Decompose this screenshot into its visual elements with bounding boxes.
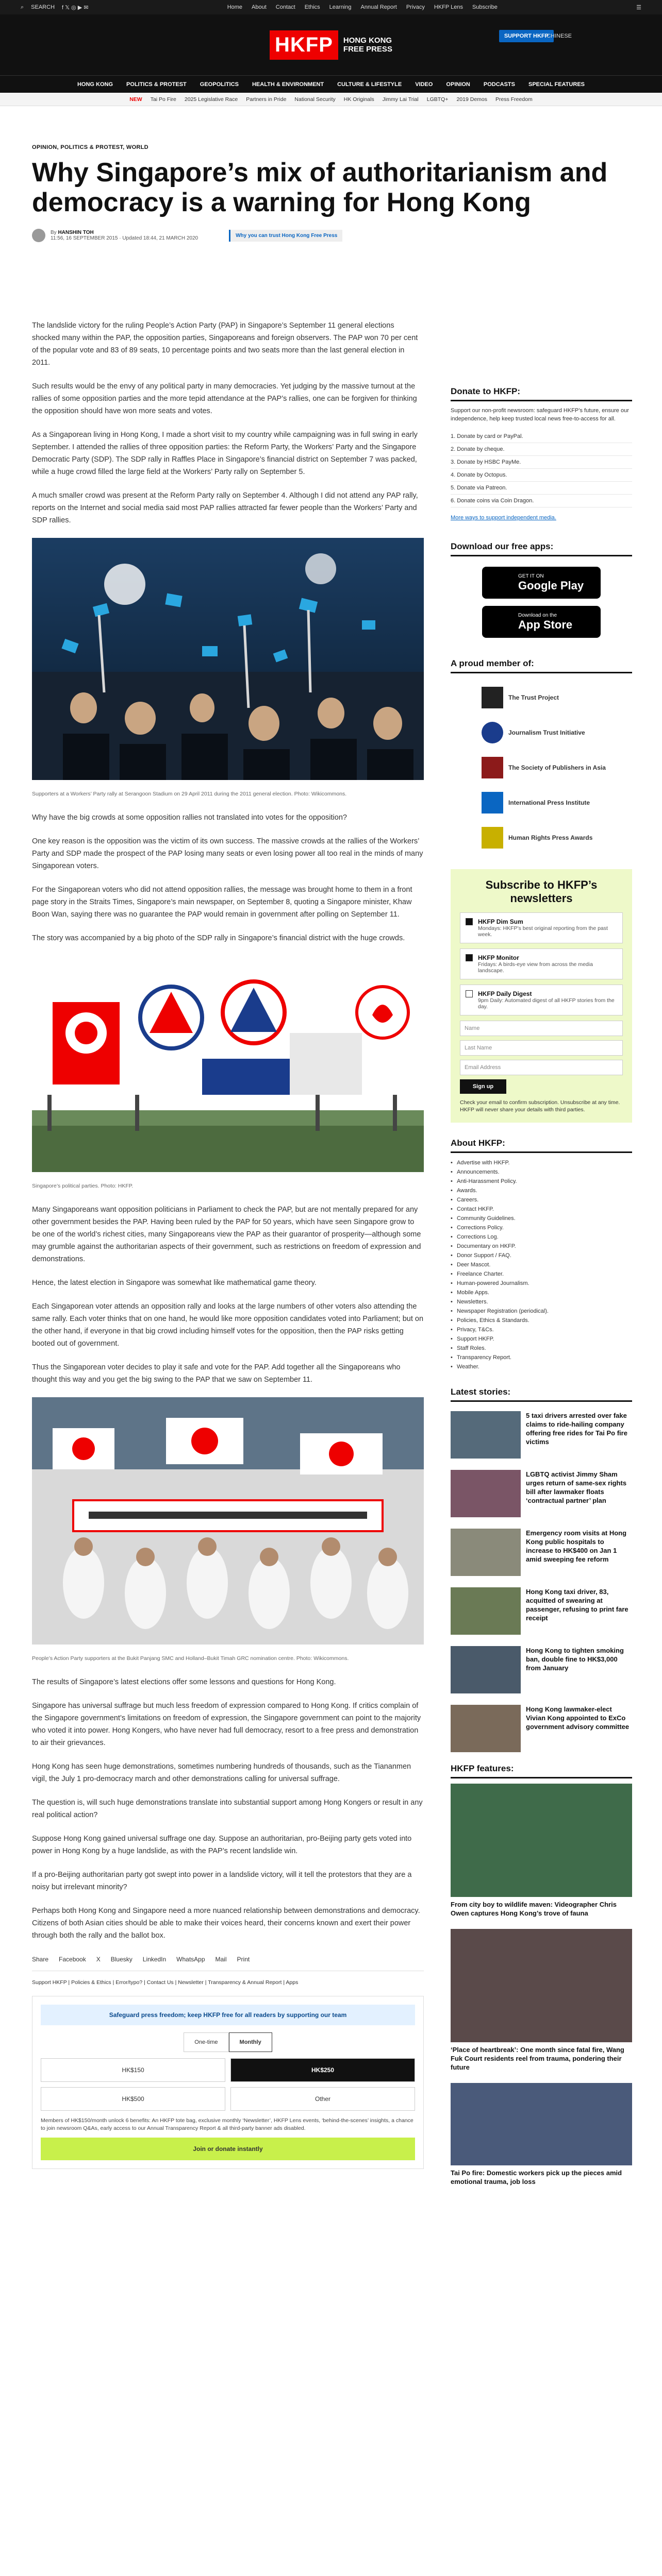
top-nav-item[interactable]: Home [227,4,243,10]
top-nav [227,4,498,10]
trust-link[interactable]: Why you can trust Hong Kong Free Press [229,230,342,242]
about-item[interactable]: • Announcements. [451,1167,632,1177]
checkbox[interactable] [466,918,473,925]
checkbox[interactable] [466,990,473,997]
last-name-input[interactable]: Last Name [460,1040,623,1056]
about-item[interactable]: • Human-powered Journalism. [451,1279,632,1288]
article-body [32,319,424,2169]
about-item[interactable]: • Community Guidelines. [451,1214,632,1223]
top-nav-item[interactable]: Annual Report [360,4,397,10]
article-header [32,144,630,242]
paragraph: Singapore has universal suffrage but much less freedom of expression compared to Hong Kong. If critics complain of the Singapore government’s limitations on freedom of expression, the Singapore government can point to the majority who voted it into power. Hong Kongers, who have never had full democracy, resort to a free press and demonstration to air their grievances. [32,1702,421,1747]
paragraph: The results of Singapore’s latest elections offer some lessons and questions for Hong Kong. [32,1678,336,1686]
supporters-photo [32,1397,424,1649]
ticker-item[interactable]: 2025 Legislative Race [184,96,238,103]
article-category[interactable]: OPINION, POLITICS & PROTEST, WORLD [32,144,148,150]
main-nav-item[interactable]: PODCASTS [483,81,515,88]
paragraph: Perhaps both Hong Kong and Singapore need a more nuanced relationship between demonstrations and democracy. Citizens of both Asian cities should be able to make their voices heard, their concerns known and exert their power through both the rally and the ballot box. [32,1907,420,1940]
donate-item[interactable]: 4. Donate by Octopus. [451,469,632,482]
amount-option[interactable]: Other [230,2087,415,2111]
newsletter-option[interactable]: HKFP Daily Digest 9pm Daily: Automated digest of all HKFP stories from the day. [460,985,623,1015]
store-name: Google Play [518,579,584,592]
store-caption: Download on the [518,612,557,618]
photo-caption: People’s Action Party supporters at the Bukit Panjang SMC and Holland–Bukit Timah GRC nomination centre. Photo: Wikicommons. [32,1655,349,1662]
article-title: Why Singapore’s mix of authoritarianism and democracy is a warning for Hong Kong [32,158,608,217]
ticker-item[interactable]: LGBTQ+ [426,96,449,103]
donate-item[interactable]: 2. Donate by cheque. [451,443,632,456]
main-nav [0,75,662,93]
donate-heading: Donate to HKFP: [451,386,632,401]
about-item[interactable]: • Corrections Policy. [451,1223,632,1232]
main-nav-item[interactable]: POLITICS & PROTEST [126,81,187,88]
member-hrpa[interactable]: Human Rights Press Awards [451,827,632,849]
paragraph: Thus the Singaporean voter decides to play it safe and vote for the PAP. Add together all the Singaporeans who thought this way and you get the big swing to the PAP that we saw on September 11. [32,1363,401,1384]
tab-monthly[interactable]: Monthly [229,2032,272,2052]
about-list [451,1158,632,1371]
store-caption: GET IT ON [518,573,544,579]
donate-item[interactable]: 6. Donate coins via Coin Dragon. [451,495,632,507]
latest-heading: Latest stories: [451,1387,632,1402]
feature-item[interactable]: ‘Place of heartbreak’: One month since fatal fire, Wang Fuk Court residents reel from trauma, pondering their future [451,1929,632,2072]
topic-ticker [0,93,662,106]
google-play-button[interactable] [482,567,601,599]
top-nav-item[interactable]: Privacy [406,4,425,10]
paragraph: Why have the big crowds at some opposition rallies not translated into votes for the opposition? [32,814,347,822]
about-item[interactable]: • Transparency Report. [451,1353,632,1362]
member-sopa[interactable]: The Society of Publishers in Asia [451,757,632,778]
tab-one-time[interactable]: One-time [184,2032,228,2052]
supporters-image [32,1397,424,1645]
story-item[interactable]: LGBTQ activist Jimmy Sham urges return of same-sex rights bill after lawmaker floats ‘contractual partner’ plan [451,1470,632,1517]
share-mail[interactable]: Mail [215,1956,227,1963]
press-banner: Safeguard press freedom; keep HKFP free for all readers by supporting our team [41,2005,415,2025]
member-heading: A proud member of: [451,658,632,673]
latest-stories [451,1407,632,1752]
paragraph: For the Singaporean voters who did not attend opposition rallies, the message was brought home to them in a front page story in the Straits Times, Singapore’s main newspaper, on September 8, quoting a Singapore minister, Khaw Boon Wan, saying there was no guarantee the PAP would remain in government after polling on September 11. [32,886,412,919]
logo-mark: HKFP [270,30,338,60]
publish-date: 11:56, 16 SEPTEMBER 2015 · Updated 18:44, 21 MARCH 2020 [51,235,198,241]
member-trust-project[interactable]: The Trust Project [451,687,632,708]
about-item[interactable]: • Documentary on HKFP. [451,1242,632,1251]
feature-item[interactable]: Tai Po fire: Domestic workers pick up the pieces amid emotional trauma, job loss [451,2083,632,2186]
menu-icon[interactable]: ☰ [636,4,641,11]
about-item[interactable]: • Newsletters. [451,1297,632,1307]
donate-intro[interactable]: Support our non-profit newsroom: safeguard HKFP’s future, ensure our independence, help keep trusted local news free-to-access for all. [451,408,629,422]
donation-amounts [41,2058,415,2111]
about-item[interactable]: • Privacy, T&Cs. [451,1325,632,1334]
share-whatsapp[interactable]: WhatsApp [176,1956,205,1963]
paragraph: Hence, the latest election in Singapore was somewhat like mathematical game theory. [32,1279,317,1287]
ticker-item[interactable]: Partners in Pride [246,96,287,103]
byline: By HANSHIN TOH 11:56, 16 SEPTEMBER 2015 · Updated 18:44, 21 MARCH 2020 Why you can trust Hong Kong Free Press [32,229,630,242]
main-nav-item[interactable]: HONG KONG [77,81,113,88]
amount-option[interactable]: HK$150 [41,2058,225,2082]
about-item[interactable]: • Awards. [451,1186,632,1195]
photo-caption: Supporters at a Workers’ Party rally at Serangoon Stadium on 29 April 2011 during the 2011 general election. Photo: Wikicommons. [32,791,347,797]
about-item[interactable]: • Advertise with HKFP. [451,1158,632,1167]
top-bar [0,0,662,14]
logo-text: HONG KONG FREE PRESS [343,36,392,54]
newsletter-note: Check your email to confirm subscription. Unsubscribe at any time. HKFP will never share your details with third parties. [460,1099,620,1113]
checkbox[interactable] [466,954,473,961]
about-item[interactable]: • Mobile Apps. [451,1288,632,1297]
main-nav-item[interactable]: GEOPOLITICS [200,81,239,88]
main-nav-item[interactable]: SPECIAL FEATURES [528,81,585,88]
share-print[interactable]: Print [237,1956,250,1963]
share-linkedin[interactable]: LinkedIn [142,1956,167,1963]
story-item[interactable]: Hong Kong lawmaker-elect Vivian Kong appointed to ExCo government advisory committee [451,1705,632,1752]
newsletter-option[interactable]: HKFP Dim Sum Mondays: HKFP’s best original reporting from the past week. [460,912,623,943]
top-nav-item[interactable]: Learning [329,4,352,10]
ticker-item[interactable]: 2019 Demos [456,96,488,103]
about-item[interactable]: • Weather. [451,1362,632,1371]
author-name[interactable]: HANSHIN TOH [58,230,94,235]
paragraph: The question is, will such huge demonstrations translate into substantial support among Hong Kongers or result in any real political action? [32,1799,423,1819]
site-header [0,14,662,75]
more-ways-link[interactable]: More ways to support independent media. [451,515,556,521]
newsletter-title: Subscribe to HKFP’s newsletters [485,878,598,905]
ticker-item[interactable]: National Security [294,96,336,103]
donate-item[interactable]: 1. Donate by card or PayPal. [451,430,632,443]
main-nav-item[interactable]: CULTURE & LIFESTYLE [337,81,402,88]
top-nav-item[interactable]: HKFP Lens [434,4,463,10]
share-bar [32,1953,424,1971]
about-item[interactable]: • Anti-Harassment Policy. [451,1177,632,1186]
story-item[interactable]: Emergency room visits at Hong Kong public hospitals to increase to HK$400 on Jan 1 amid sweeping fee reform [451,1529,632,1576]
story-item[interactable]: Hong Kong to tighten smoking ban, double fine to HK$3,000 from January [451,1646,632,1693]
member-benefits: Members of HK$150/month unlock 6 benefits: An HKFP tote bag, exclusive monthly ‘Newsletter’, HKFP Lens events, ‘behind-the-scenes’ insights, a chance to join newsroom Q&As, early access to our Annual Transparency Report & all third-party banner ads disabled. [41,2117,413,2131]
top-nav-item[interactable]: Subscribe [472,4,498,10]
apps-heading: Download our free apps: [451,541,632,556]
party-logos-image [32,956,424,1172]
email-input[interactable]: Email Address [460,1060,623,1075]
donate-item[interactable]: 5. Donate via Patreon. [451,482,632,495]
search-link[interactable]: SEARCH [31,4,55,10]
amount-option[interactable]: HK$250 [230,2058,415,2082]
paragraph: A much smaller crowd was present at the Reform Party rally on September 4. Although I did not attend any PAP rally, reports on the Internet and social media said most PAP rallies attracted far fewer people than the Workers’ Party and SDP rallies. [32,492,418,524]
main-nav-item[interactable]: HEALTH & ENVIRONMENT [252,81,324,88]
store-name: App Store [518,618,573,631]
about-item[interactable]: • Newspaper Registration (periodical). [451,1307,632,1316]
paragraph: Hong Kong has seen huge demonstrations, sometimes numbering hundreds of thousands, such as the Tiananmen vigil, the July 1 pro-democracy march and other demonstrations calling for universal suffrage. [32,1762,411,1783]
about-item[interactable]: • Corrections Log. [451,1232,632,1242]
paragraph: One key reason is the opposition was the victim of its own success. The massive crowds at the rallies of the Workers’ Party and SDP made the prospect of the PAP losing many seats or even losing power all too real in the minds of many Singaporean voters. [32,837,423,870]
search-icon[interactable]: ⌕ [21,4,24,10]
app-store-button[interactable] [482,606,601,638]
donate-list [451,430,632,507]
main-nav-item[interactable]: VIDEO [415,81,433,88]
about-heading: About HKFP: [451,1138,632,1153]
donation-tabs [41,2032,415,2052]
newsletter-option[interactable]: HKFP Monitor Fridays: A birds-eye view from across the media landscape. [460,948,623,979]
crowd-image [32,538,424,780]
member-ipi[interactable]: International Press Institute [451,792,632,814]
about-item[interactable]: • Careers. [451,1195,632,1205]
about-item[interactable]: • Policies, Ethics & Standards. [451,1316,632,1325]
about-item[interactable]: • Donor Support / FAQ. [451,1251,632,1260]
share-x[interactable]: X [96,1956,101,1963]
sidebar [451,386,632,2197]
about-item[interactable]: • Support HKFP. [451,1334,632,1344]
signup-button[interactable]: Sign up [460,1079,506,1094]
avatar [32,229,45,242]
support-button[interactable]: SUPPORT HKFP [499,30,554,42]
photo-caption: Singapore’s political parties. Photo: HKFP. [32,1183,134,1189]
site-logo[interactable] [270,30,392,60]
about-item[interactable]: • Deer Mascot. [451,1260,632,1269]
paragraph: If a pro-Beijing authoritarian party got swept into power in a landslide victory, will it tell the protestors that they are a noisy but irrelevant minority? [32,1871,412,1891]
language-link[interactable]: CHINESE [547,33,572,39]
about-item[interactable]: • Contact HKFP. [451,1205,632,1214]
amount-option[interactable]: HK$500 [41,2087,225,2111]
ticker-item[interactable]: Jimmy Lai Trial [382,96,419,103]
features-heading: HKFP features: [451,1764,632,1778]
paragraph: The landslide victory for the ruling People’s Action Party (PAP) in Singapore’s September 11 general elections shocked many within the PAP, the opposition parties, Singaporeans and foreign observers. The PAP won 70 per cent of the popular vote and 83 of 89 seats, 10 percentage points and two seats more than the last general election in 2011. [32,321,418,367]
ticker-label: NEW [129,96,142,103]
support-links[interactable]: Support HKFP | Policies & Ethics | Error/typo? | Contact Us | Newsletter | Transparency & Annual Report | Apps [32,1979,299,1986]
about-item[interactable]: • Staff Roles. [451,1344,632,1353]
ticker-item[interactable]: Tai Po Fire [150,96,176,103]
story-item[interactable]: 5 taxi drivers arrested over fake claims to ride-hailing company offering free rides for Tai Po fire victims [451,1411,632,1459]
ticker-item[interactable]: Press Freedom [495,96,533,103]
share-bluesky[interactable]: Bluesky [110,1956,133,1963]
top-nav-item[interactable]: Ethics [304,4,320,10]
share-facebook[interactable]: Facebook [59,1956,86,1963]
feature-item[interactable]: From city boy to wildlife maven: Videographer Chris Owen captures Hong Kong’s trove of fauna [451,1784,632,1918]
press-freedom-box [32,1996,424,2169]
social-icons[interactable]: f 𝕏 ◎ ▶ ✉ [62,4,89,11]
top-nav-item[interactable]: Contact [275,4,295,10]
join-button[interactable]: Join or donate instantly [41,2138,415,2160]
top-nav-item[interactable]: About [252,4,267,10]
rally-photo [32,538,424,784]
paragraph: Such results would be the envy of any political party in many democracies. Yet judging by the massive turnout at the rallies of some opposition parties and the more tepid attendance at the PAP’s rallies, one can be forgiven for thinking the opposition should have won more seats and votes. [32,382,417,415]
party-logos-photo [32,956,424,1176]
donate-item[interactable]: 3. Donate by HSBC PayMe. [451,456,632,469]
story-item[interactable]: Hong Kong taxi driver, 83, acquitted of swearing at passenger, refusing to print fare receipt [451,1587,632,1635]
member-jti[interactable]: Journalism Trust Initiative [451,722,632,743]
paragraph: Suppose Hong Kong gained universal suffrage one day. Suppose an authoritarian, pro-Beijing party gets voted into power in Hong Kong by a huge landslide, as with the PAP’s recent landslide win. [32,1835,412,1855]
paragraph: As a Singaporean living in Hong Kong, I made a short visit to my country while campaigning was in full swing in early September. I attended the rallies of three opposition parties: the Reform Party, the Workers’ Party and the Singapore Democratic Party (SDP). The SDP rally in Raffles Place in Singapore’s financial district on September 7 was packed, while a huge crowd filled the large field at the Workers’ Party rally on September 5. [32,431,418,476]
main-nav-item[interactable]: OPINION [446,81,470,88]
ticker-item[interactable]: HK Originals [343,96,374,103]
paragraph: The story was accompanied by a big photo of the SDP rally in Singapore’s financial district with the huge crowds. [32,934,405,942]
about-item[interactable]: • Freelance Charter. [451,1269,632,1279]
name-input[interactable]: Name [460,1021,623,1036]
share-link[interactable]: Share [32,1956,49,1963]
newsletter-box [451,869,632,1123]
paragraph: Many Singaporeans want opposition politicians in Parliament to check the PAP, but are not mentally prepared for any other government besides the PAP. Having been ruled by the PAP for 50 years, which have seen Singapore grow to be one of the world’s richest cities, many Singaporeans view the PAP as their guarantor of prosperity—although some may grumble against the authoritarian aspects of their government, such as restrictions on freedom of expression and demonstrations. [32,1206,421,1263]
paragraph: Each Singaporean voter attends an opposition rally and looks at the large numbers of other voters also attending the same rally. Each voter thinks that on one hand, he would like more opposition candidates voted into Parliament; but on the other hand, if everyone in that big crowd including himself votes for the opposition, then the PAP risks getting booted out of government. [32,1302,424,1348]
